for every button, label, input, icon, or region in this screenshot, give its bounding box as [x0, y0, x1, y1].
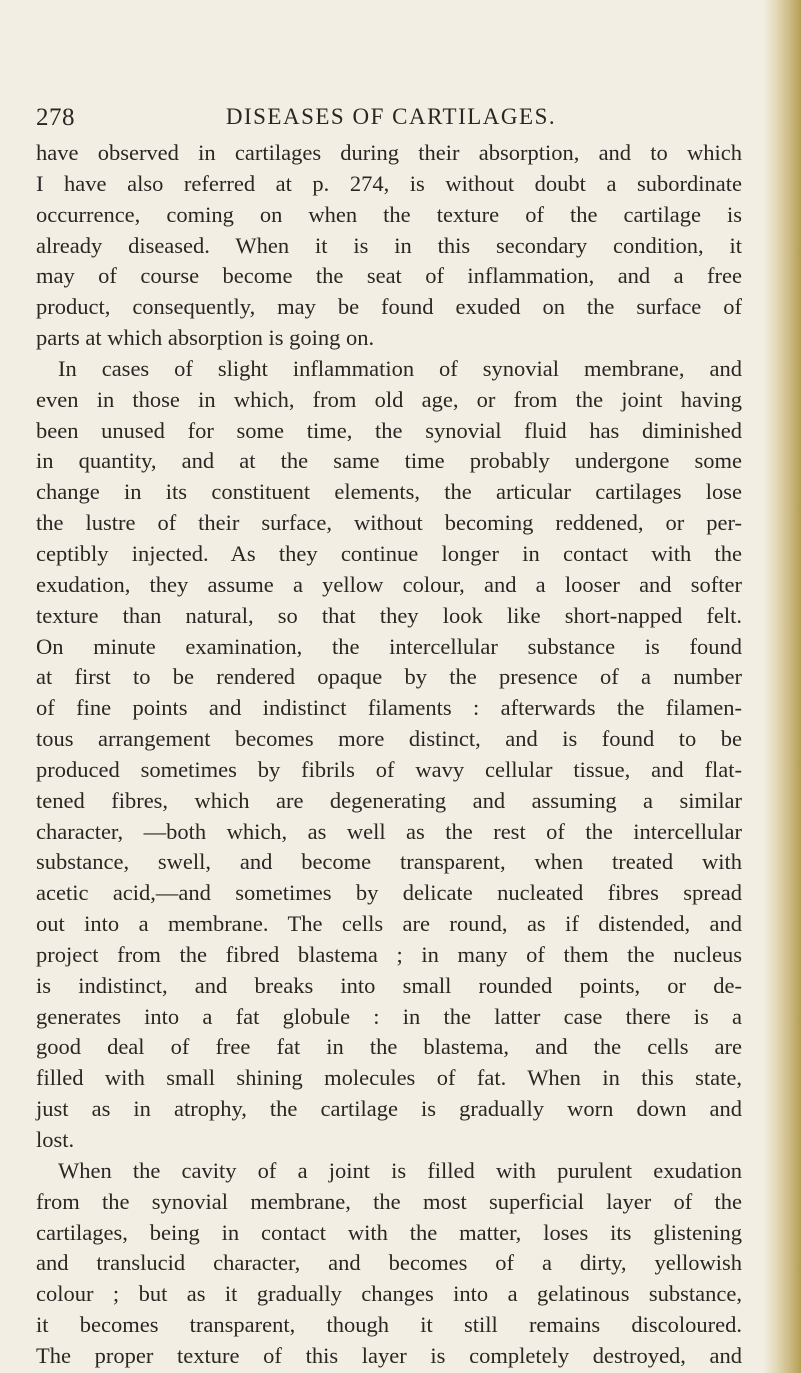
- text-line: generates into a fat globule : in the latter case there is a: [36, 1003, 742, 1029]
- text-line: already diseased. When it is in this secondary condition, it: [36, 232, 742, 258]
- text-line: lost.: [36, 1127, 75, 1152]
- text-line: out into a membrane. The cells are round, as if distended, and: [36, 911, 742, 937]
- text-line: of fine points and indistinct filaments : afterwards the filamen-: [36, 695, 742, 721]
- text-line: good deal of free fat in the blastema, and the cells are: [36, 1034, 742, 1060]
- text-line: in quantity, and at the same time probably undergone some: [36, 448, 742, 474]
- text-line: acetic acid,—and sometimes by delicate nucleated fibres spread: [36, 880, 742, 906]
- text-line: substance, swell, and become transparent, when treated with: [36, 849, 742, 875]
- text-line: produced sometimes by fibrils of wavy cellular tissue, and flat-: [36, 756, 742, 782]
- page-edge-shadow: [763, 0, 801, 1373]
- text-line: may of course become the seat of inflammation, and a free: [36, 263, 742, 289]
- text-line: parts at which absorption is going on.: [36, 325, 375, 351]
- text-line: and translucid character, and becomes of a dirty, yellowish: [36, 1250, 742, 1276]
- text-line: On minute examination, the intercellular substance is found: [36, 633, 742, 659]
- text-line: the lustre of their surface, without becoming reddened, or per-: [36, 510, 742, 536]
- text-line: tous arrangement becomes more distinct, and is found to be: [36, 726, 742, 752]
- text-line: occurrence, coming on when the texture of the cartilage is: [36, 201, 742, 227]
- text-line: cartilages, being in contact with the matter, loses its glistening: [36, 1219, 742, 1245]
- text-line: I have also referred at p. 274, is without doubt a subordinate: [36, 170, 742, 196]
- text-line: just as in atrophy, the cartilage is gradually worn down and: [36, 1096, 742, 1122]
- page-number: 278: [36, 104, 75, 131]
- text-line: project from the fibred blastema ; in many of them the nucleus: [36, 941, 742, 967]
- page-header: [36, 104, 746, 140]
- text-line: change in its constituent elements, the articular cartilages lose: [36, 479, 742, 505]
- text-line: When the cavity of a joint is filled with purulent exudation: [58, 1157, 742, 1183]
- text-line: have observed in cartilages during their absorption, and to which: [36, 140, 742, 165]
- text-line: it becomes transparent, though it still remains discoloured.: [36, 1312, 742, 1338]
- text-line: at first to be rendered opaque by the presence of a number: [36, 664, 742, 690]
- text-line: texture than natural, so that they look like short-napped felt.: [36, 602, 742, 628]
- text-line: character, —both which, as well as the rest of the intercellular: [36, 818, 742, 844]
- text-line: from the synovial membrane, the most superficial layer of the: [36, 1188, 742, 1214]
- text-line: filled with small shining molecules of fat. When in this state,: [36, 1065, 742, 1091]
- text-line: ceptibly injected. As they continue longer in contact with the: [36, 540, 742, 566]
- text-line: been unused for some time, the synovial fluid has diminished: [36, 417, 742, 443]
- text-line: In cases of slight inflammation of synovial membrane, and: [58, 355, 742, 381]
- text-line: product, consequently, may be found exuded on the surface of: [36, 294, 742, 320]
- text-line: exudation, they assume a yellow colour, and a looser and softer: [36, 571, 742, 597]
- text-line: even in those in which, from old age, or from the joint having: [36, 386, 742, 412]
- text-line: colour ; but as it gradually changes into a gelatinous substance,: [36, 1281, 742, 1307]
- text-line: tened fibres, which are degenerating and assuming a similar: [36, 787, 742, 813]
- text-line: The proper texture of this layer is completely destroyed, and: [36, 1342, 742, 1368]
- running-head: DISEASES OF CARTILAGES.: [225, 104, 557, 129]
- text-line: is indistinct, and breaks into small rounded points, or de-: [36, 972, 742, 998]
- body-text: [36, 138, 742, 1372]
